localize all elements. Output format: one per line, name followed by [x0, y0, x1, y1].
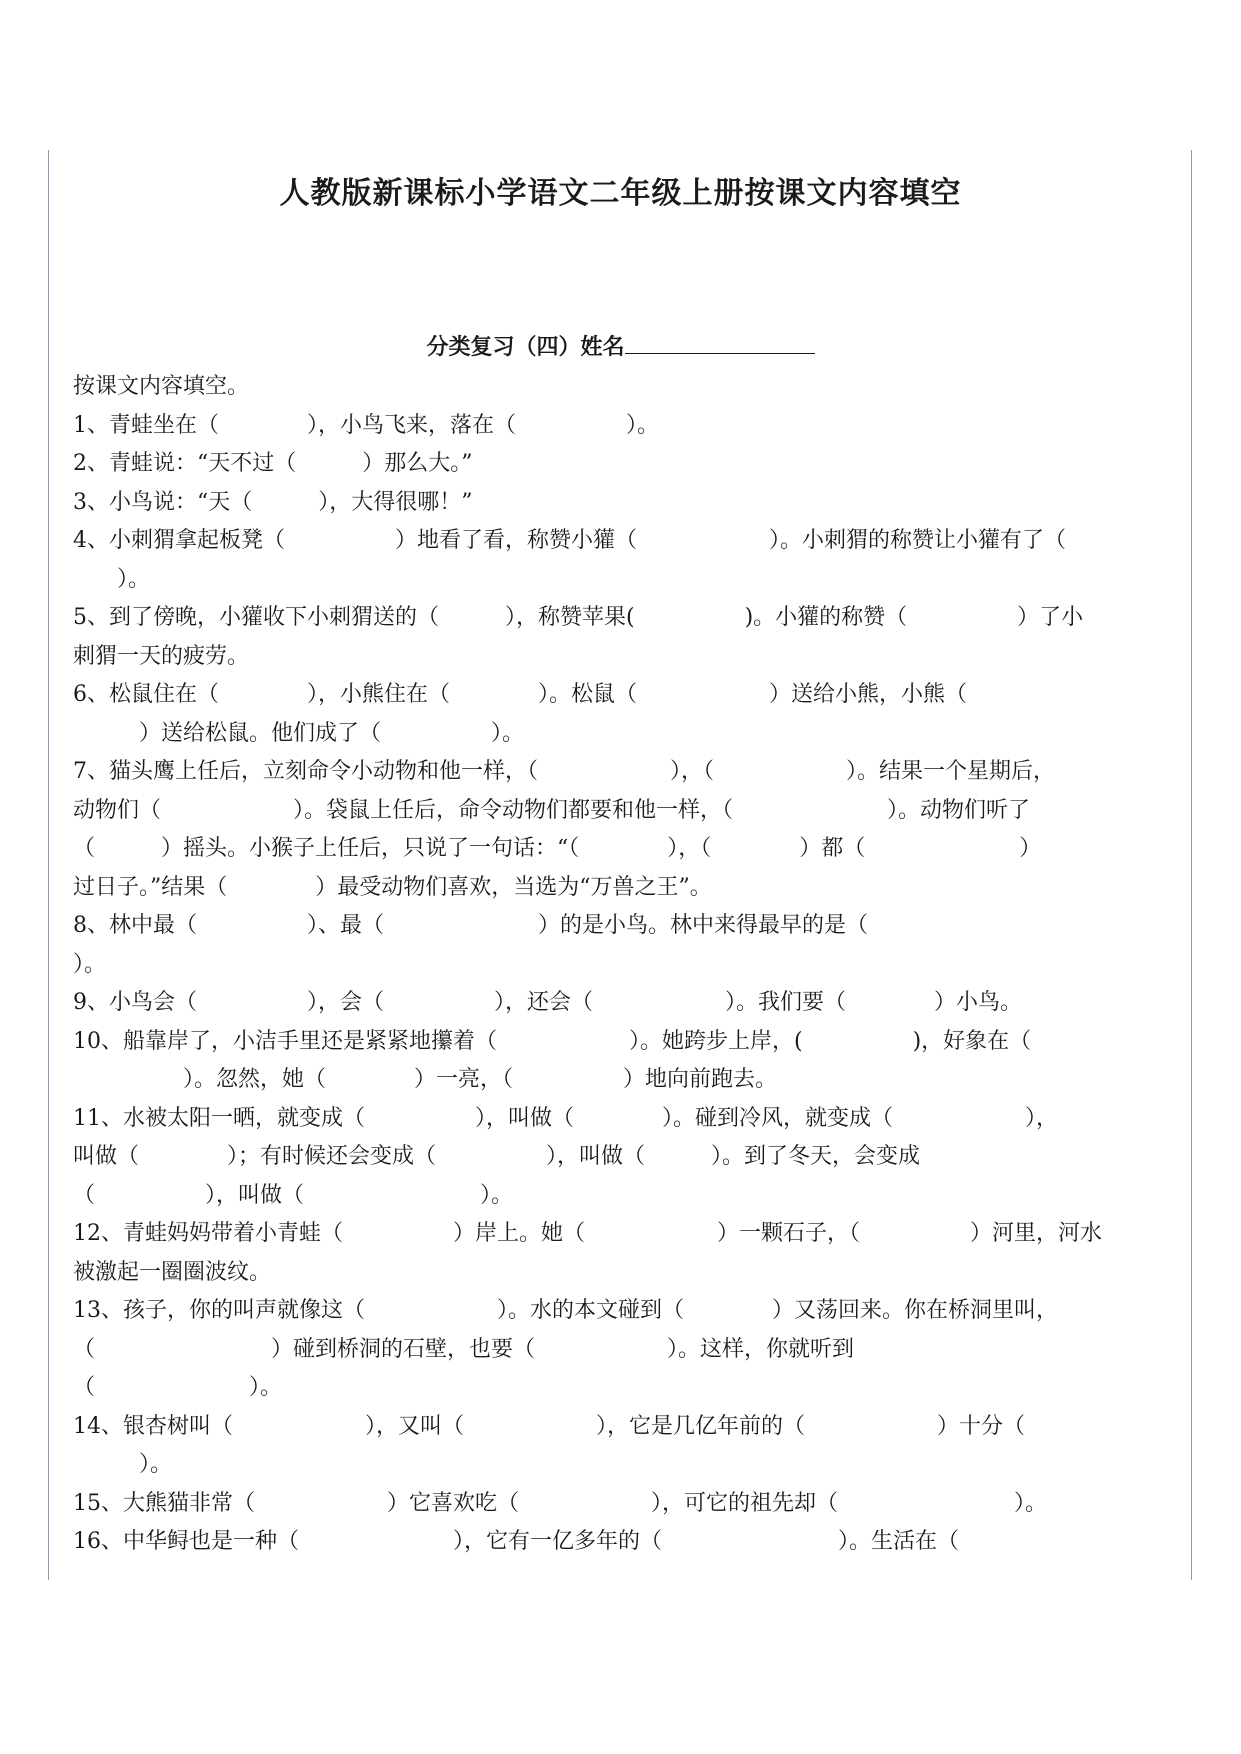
worksheet-line: 5、到了傍晚，小獾收下小刺猬送的（ ），称赞苹果( )。小獾的称赞（ ）了小	[73, 605, 1084, 630]
worksheet-content	[73, 368, 1173, 1562]
worksheet-line: （ ）碰到桥洞的石壁，也要（ ）。这样，你就听到	[73, 1336, 855, 1362]
worksheet-line: 12、青蛙妈妈带着小青蛙（ ）岸上。她（ ）一颗石子，（ ）河里，河水	[73, 1221, 1102, 1246]
right-margin-line	[1191, 150, 1192, 1580]
worksheet-line: 刺猬一天的疲劳。	[73, 643, 250, 669]
worksheet-line: 8、林中最（ ）、最（ ）的是小鸟。林中来得最早的是（	[73, 913, 868, 938]
worksheet-line: ）。忽然，她（ ）一亮，（ ）地向前跑去。	[73, 1067, 778, 1092]
worksheet-line: 9、小鸟会（ ），会（ ），还会（ ）。我们要（ ）小鸟。	[73, 990, 1023, 1015]
worksheet-line: 2、青蛙说：“天不过（ ）那么大。”	[73, 451, 473, 476]
worksheet-line: 13、孩子，你的叫声就像这（ ）。水的本文碰到（ ）又荡回来。你在桥洞里叫，	[73, 1298, 1058, 1323]
worksheet-line: （ ）摇头。小猴子上任后，只说了一句话：“（ ），（ ）都（ ）	[73, 836, 1042, 861]
worksheet-line: ）送给松鼠。他们成了（ ）。	[73, 720, 525, 746]
worksheet-line: 过日子。”结果（ ）最受动物们喜欢，当选为“万兽之王”。	[73, 874, 712, 900]
name-blank	[625, 331, 815, 354]
page-title: 人教版新课标小学语文二年级上册按课文内容填空	[279, 176, 962, 211]
worksheet-line: （ ）。	[73, 1375, 283, 1400]
worksheet-line: 16、中华鲟也是一种（ ），它有一亿多年的（ ）。生活在（	[73, 1529, 959, 1554]
worksheet-line: 按课文内容填空。	[73, 374, 250, 399]
left-margin-line	[48, 150, 49, 1580]
worksheet-line: 10、船靠岸了，小洁手里还是紧紧地攥着（ ）。她跨步上岸，( )，好象在（	[73, 1028, 1032, 1054]
worksheet-line: 4、小刺猬拿起板凳（ ）地看了看，称赞小獾（ ）。小刺猬的称赞让小獾有了（	[73, 528, 1067, 553]
worksheet-line: 15、大熊猫非常（ ）它喜欢吃（ ），可它的祖先却（ ）。	[73, 1490, 1047, 1516]
worksheet-line: 3、小鸟说：“天（ ），大得很哪！”	[73, 489, 473, 515]
worksheet-line: 1、青蛙坐在（ ），小鸟飞来，落在（ ）。	[73, 412, 659, 438]
worksheet-line: ）。	[73, 566, 151, 592]
worksheet-line: 叫做（ ）；有时候还会变成（ ），叫做（ ）。到了冬天，会变成	[73, 1144, 921, 1169]
worksheet-line: ）。	[73, 1452, 173, 1477]
worksheet-line: ）。	[73, 951, 107, 977]
worksheet-line: 14、银杏树叫（ ），又叫（ ），它是几亿年前的（ ）十分（	[73, 1413, 1025, 1439]
worksheet-line: 6、松鼠住在（ ），小熊住在（ ）。松鼠（ ）送给小熊，小熊（	[73, 682, 968, 707]
subtitle-text: 分类复习（四）姓名	[426, 334, 625, 360]
worksheet-line: （ ），叫做（ ）。	[73, 1182, 514, 1208]
subtitle	[0, 330, 1241, 361]
worksheet-line: 7、猫头鹰上任后，立刻命令小动物和他一样，（ ），（ ）。结果一个星期后，	[73, 759, 1056, 784]
worksheet-line: 动物们（ ）。袋鼠上任后，命令动物们都要和他一样，（ ）。动物们听了	[73, 797, 1031, 823]
worksheet-line: 11、水被太阳一晒，就变成（ ），叫做（ ）。碰到冷风，就变成（ ），	[73, 1105, 1058, 1131]
worksheet-line: 被激起一圈圈波纹。	[73, 1259, 272, 1285]
